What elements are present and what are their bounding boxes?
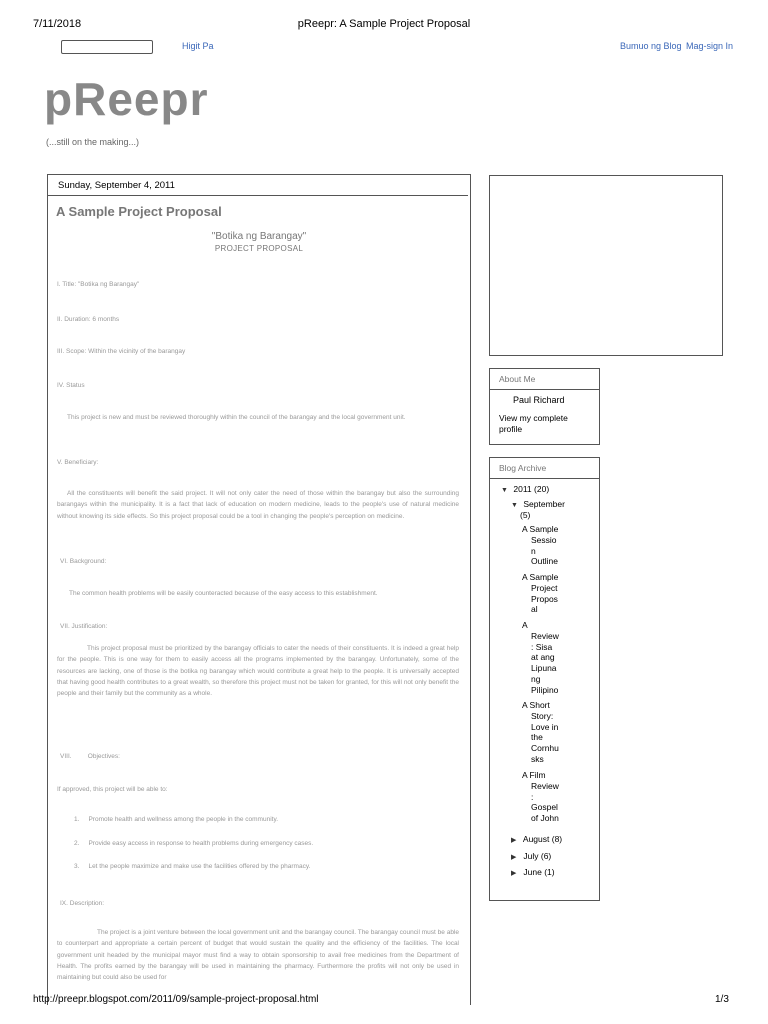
triangle-right-icon[interactable]: ▶	[511, 870, 517, 877]
objectives-intro: If approved, this project will be able to:	[57, 786, 168, 793]
author-name[interactable]: Paul Richard	[513, 395, 565, 405]
objective-2: 2. Provide easy access in response to health problems during emergency cases.	[74, 840, 314, 847]
sign-in-link[interactable]: Mag-sign In	[686, 41, 734, 51]
post-title[interactable]: A Sample Project Proposal	[56, 204, 222, 219]
archive-month-august[interactable]: ▶ August (8)	[511, 834, 563, 844]
item-status: IV. Status	[57, 382, 85, 389]
triangle-down-icon[interactable]: ▼	[511, 502, 518, 509]
item-scope: III. Scope: Within the vicinity of the barangay	[57, 348, 186, 355]
item-background: VI. Background:	[60, 558, 107, 565]
objective-3: 3. Let the people maximize and make use the facilities offered by the pharmacy.	[74, 863, 311, 870]
blog-title[interactable]: pReepr	[44, 73, 209, 125]
blog-archive-widget	[489, 457, 600, 901]
archive-month-label[interactable]: September	[523, 499, 565, 509]
archive-post-4[interactable]: A Short Story: Love in the Cornhu sks	[522, 700, 559, 764]
post-container	[47, 174, 471, 1005]
archive-year-count: (20)	[534, 484, 550, 494]
triangle-right-icon[interactable]: ▶	[511, 837, 517, 844]
create-blog-link[interactable]: Bumuo ng Blog	[620, 41, 682, 51]
justification-paragraph: This project proposal must be prioritized by the barangay officials to cater the needs of their constituents. It is indeed a great help for the people. This is one way for them to easily access all the programs implemented by the barangay. Unfortunately, some of the resources are lacking, one of those is the botika ng barangay which would contribute a great help to the people. It is universally accepted that having good health contributes to a great wealth, so therefore this project must not be taken for granted, for this will not only benefit the people and their family but the community as a whole.	[57, 645, 459, 698]
print-date: 7/11/2018	[33, 18, 82, 30]
next-blog-link[interactable]: Higit Pa	[182, 41, 214, 51]
item-beneficiary: V. Beneficiary:	[57, 459, 99, 466]
archive-year-2011[interactable]	[501, 484, 549, 494]
objective-1: 1. Promote health and wellness among the people in the community.	[74, 816, 279, 823]
item-title: I. Title: "Botika ng Barangay"	[57, 281, 140, 288]
archive-month-count: (5)	[520, 510, 531, 520]
archive-month-july[interactable]: ▶ July (6)	[511, 851, 552, 861]
item-duration: II. Duration: 6 months	[57, 316, 120, 323]
print-url: http://preepr.blogspot.com/2011/09/sample-project-proposal.html	[33, 994, 319, 1005]
blog-archive-heading: Blog Archive	[499, 463, 547, 473]
print-page-number: 1/3	[715, 994, 729, 1005]
post-subtitle: "Botika ng Barangay"	[211, 231, 307, 242]
view-profile-link[interactable]: View my complete profile	[499, 413, 568, 434]
triangle-down-icon[interactable]: ▼	[501, 487, 508, 494]
archive-year-label[interactable]: 2011	[513, 484, 532, 494]
about-me-widget	[489, 368, 600, 445]
archive-post-1[interactable]: A Sample Sessio n Outline	[522, 524, 559, 567]
navbar-search-input[interactable]	[61, 40, 153, 54]
archive-month-september[interactable]	[511, 499, 565, 509]
about-me-header	[490, 369, 599, 390]
archive-post-3[interactable]: A Review : Sisa at ang Lipuna ng Pilipino	[522, 620, 559, 695]
post-subtitle-proposal: PROJECT PROPOSAL	[214, 244, 304, 253]
blog-description: (...still on the making...)	[46, 137, 140, 147]
archive-post-2[interactable]: A Sample Project Propos al	[522, 572, 559, 615]
blog-archive-header	[490, 458, 599, 479]
print-title: pReepr: A Sample Project Proposal	[297, 18, 471, 30]
about-me-heading: About Me	[499, 374, 536, 384]
triangle-right-icon[interactable]: ▶	[511, 854, 517, 861]
sidebar-image-box	[489, 175, 723, 356]
background-paragraph: The common health problems will be easily counteracted because of the easy access to this establishment.	[69, 590, 378, 597]
archive-post-5[interactable]: A Film Review : Gospel of John	[522, 770, 559, 824]
post-date: Sunday, September 4, 2011	[58, 180, 175, 191]
item-description: IX. Description:	[60, 900, 105, 907]
status-paragraph: This project is new and must be reviewed thoroughly within the council of the barangay and the local government unit.	[67, 414, 406, 421]
archive-month-june[interactable]: ▶ June (1)	[511, 867, 555, 877]
beneficiary-paragraph: All the constituents will benefit the said project. It will not only cater the need of those within the barangay but also the surrounding barangays within the municipality. It is a fact that lack of education on modern medicine, leads to the people's use of natural medicine without knowing its side effects. So this project proposal could be a tool in changing the people's perception on medicine.	[57, 490, 459, 520]
post-date-bar	[48, 175, 468, 196]
item-objectives: VIII. Objectives:	[60, 753, 120, 760]
description-paragraph: The project is a joint venture between the local government unit and the barangay council. The barangay council must be able to counterpart and appropriate a certain percent of budget that would sustain the quality and the efficiency of the facilities. The local government unit headed by the municipal mayor must find a way to obtain sponsorship to avail free medicines from the Department of Health. The profits earned by the barangay will be used in maintaining the pharmacy. Furthermore the profits will not only be used in maintaining but could also be used for	[57, 929, 459, 982]
item-justification: VII. Justification:	[60, 623, 108, 630]
